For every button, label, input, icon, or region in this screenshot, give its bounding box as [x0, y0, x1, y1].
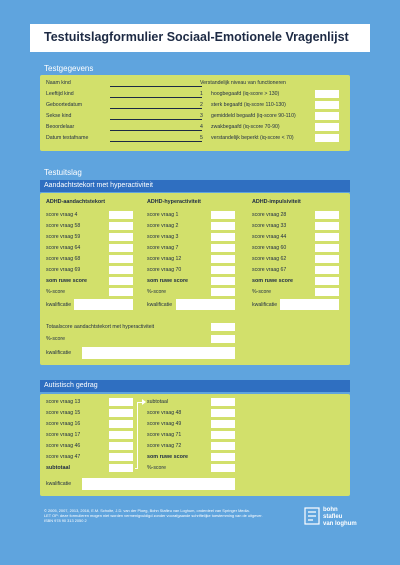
pct-box[interactable] — [211, 464, 235, 472]
score-box[interactable] — [211, 244, 235, 252]
score-box[interactable] — [109, 398, 133, 406]
field-label: Geboortedatum — [46, 102, 83, 108]
pct-box[interactable] — [211, 288, 235, 296]
subtotal-label: subtotaal — [46, 465, 70, 471]
score-label: score vraag 16 — [46, 421, 81, 427]
score-label: score vraag 49 — [147, 421, 182, 427]
score-label: score vraag 7 — [147, 245, 179, 251]
field-line[interactable] — [110, 141, 202, 142]
level-num: 1 — [200, 91, 203, 97]
score-box[interactable] — [211, 398, 235, 406]
footer — [44, 508, 294, 524]
score-label: score vraag 71 — [147, 432, 182, 438]
kwal-label: kwalificatie — [46, 481, 72, 487]
som-label: som ruwe score — [147, 278, 189, 284]
level-num: 4 — [200, 124, 203, 130]
arrow-vertical — [137, 402, 138, 469]
total-label: Totaalscore aandachtstekort met hyperactiviteit — [46, 324, 155, 330]
score-box[interactable] — [211, 211, 235, 219]
field-label: Datum testafname — [46, 135, 89, 141]
kwal-box[interactable] — [82, 478, 235, 490]
score-label: score vraag 62 — [252, 256, 287, 262]
score-box[interactable] — [109, 222, 133, 230]
score-label: score vraag 28 — [252, 212, 287, 218]
score-label: score vraag 46 — [46, 443, 81, 449]
kwal-box[interactable] — [74, 299, 133, 310]
score-label: score vraag 59 — [46, 234, 81, 240]
level-box[interactable] — [315, 112, 339, 120]
kwal-label: kwalificatie — [147, 302, 173, 308]
field-label: Naam kind — [46, 80, 71, 86]
adhd-header: Aandachtstekort met hyperactiviteit — [40, 180, 350, 192]
score-box[interactable] — [315, 211, 339, 219]
pct-label: %-score — [252, 289, 272, 295]
field-label: Leeftijd kind — [46, 91, 74, 97]
field-line[interactable] — [110, 86, 202, 87]
level-label: verstandelijk beperkt (iq-score < 70) — [211, 135, 294, 141]
score-box[interactable] — [109, 409, 133, 417]
score-label: score vraag 67 — [252, 267, 287, 273]
field-line[interactable] — [110, 97, 202, 98]
testuitslag-panel — [40, 193, 350, 365]
score-box[interactable] — [109, 431, 133, 439]
testgegevens-panel — [40, 75, 350, 151]
section-testuitslag-label: Testuitslag — [44, 168, 82, 177]
score-label: score vraag 48 — [147, 410, 182, 416]
autistisch-panel — [40, 394, 350, 496]
score-box[interactable] — [315, 233, 339, 241]
level-num: 3 — [200, 113, 203, 119]
field-line[interactable] — [110, 130, 202, 131]
publisher-name — [323, 507, 357, 528]
levels-title: Verstandelijk niveau van functioneren — [200, 80, 286, 86]
copyright-text: © 2005, 2007, 2013, 2016, E.M. Scholte, J.D. van der Ploeg, Bohn Stafleu van Loghum, onderdeel van Springer Media. — [44, 508, 250, 513]
score-label: score vraag 68 — [46, 256, 81, 262]
logo-line: stafleu — [323, 514, 343, 520]
som-box[interactable] — [315, 277, 339, 285]
column-title: ADHD-hyperactiviteit — [147, 199, 201, 205]
column-title: ADHD-aandachtstekort — [46, 199, 106, 205]
score-label: score vraag 17 — [46, 432, 81, 438]
score-box[interactable] — [315, 244, 339, 252]
score-label: score vraag 47 — [46, 454, 81, 460]
level-label: zwakbegaafd (iq-score 70-90) — [211, 124, 280, 130]
page-title: Testuitslagformulier Sociaal-Emotionele Vragenlijst — [44, 30, 349, 44]
score-label: score vraag 1 — [147, 212, 179, 218]
total-pct-label: %-score — [46, 336, 66, 342]
score-label: score vraag 58 — [46, 223, 81, 229]
som-label: som ruwe score — [46, 278, 88, 284]
kwal-box[interactable] — [280, 299, 339, 310]
score-box[interactable] — [211, 442, 235, 450]
score-box[interactable] — [109, 266, 133, 274]
level-num: 2 — [200, 102, 203, 108]
level-box[interactable] — [315, 101, 339, 109]
pct-label: %-score — [147, 289, 167, 295]
pct-label: %-score — [46, 289, 66, 295]
subtotal-box[interactable] — [109, 464, 133, 472]
level-label: hoogbegaafd (iq-score > 130) — [211, 91, 280, 97]
notice-text: LET OP: deze formulieren mogen niet worden vermenigvuldigd zonder voorafgaande schriftelijke toestemming van de uitgever. — [44, 513, 263, 519]
isbn-text: ISBN 978 90 313 2050 2 — [44, 518, 87, 524]
score-box[interactable] — [109, 211, 133, 219]
score-box[interactable] — [109, 453, 133, 461]
arrow-right-icon — [142, 399, 146, 405]
score-box[interactable] — [109, 244, 133, 252]
score-box[interactable] — [109, 442, 133, 450]
level-box[interactable] — [315, 134, 339, 142]
score-label: score vraag 3 — [147, 234, 179, 240]
column-title: ADHD-impulsiviteit — [252, 199, 301, 205]
score-label: score vraag 2 — [147, 223, 179, 229]
logo-line: bohn — [323, 507, 338, 513]
field-label: Beoordelaar — [46, 124, 75, 130]
field-line[interactable] — [110, 108, 202, 109]
score-label: score vraag 70 — [147, 267, 182, 273]
score-label: score vraag 4 — [46, 212, 78, 218]
score-box[interactable] — [315, 255, 339, 263]
score-box[interactable] — [315, 222, 339, 230]
score-label: score vraag 44 — [252, 234, 287, 240]
level-num: 5 — [200, 135, 203, 141]
score-box[interactable] — [211, 266, 235, 274]
score-box[interactable] — [211, 409, 235, 417]
level-label: sterk begaafd (iq-score 110-130) — [211, 102, 286, 108]
score-label: score vraag 12 — [147, 256, 182, 262]
level-box[interactable] — [315, 123, 339, 131]
score-box[interactable] — [211, 431, 235, 439]
score-label: score vraag 69 — [46, 267, 81, 273]
score-label: subtotaal — [147, 399, 169, 405]
som-box[interactable] — [109, 277, 133, 285]
som-box[interactable] — [211, 277, 235, 285]
score-label: score vraag 15 — [46, 410, 81, 416]
score-box[interactable] — [109, 420, 133, 428]
score-box[interactable] — [211, 420, 235, 428]
total-kwal-box[interactable] — [82, 347, 235, 359]
kwal-label: kwalificatie — [252, 302, 278, 308]
score-box[interactable] — [211, 233, 235, 241]
som-label: som ruwe score — [252, 278, 294, 284]
score-label: score vraag 33 — [252, 223, 287, 229]
som-label: som ruwe score — [147, 454, 189, 460]
pct-label: %-score — [147, 465, 167, 471]
score-box[interactable] — [211, 222, 235, 230]
score-box[interactable] — [109, 233, 133, 241]
som-box[interactable] — [211, 453, 235, 461]
logo-line: van loghum — [323, 521, 357, 527]
field-label: Sekse kind — [46, 113, 72, 119]
total-pct-box[interactable] — [211, 335, 235, 343]
field-line[interactable] — [110, 119, 202, 120]
kwal-label: kwalificatie — [46, 302, 72, 308]
kwal-box[interactable] — [176, 299, 235, 310]
score-box[interactable] — [315, 266, 339, 274]
score-label: score vraag 64 — [46, 245, 81, 251]
score-label: score vraag 60 — [252, 245, 287, 251]
publisher-logo-icon — [304, 507, 320, 525]
score-label: score vraag 72 — [147, 443, 182, 449]
total-kwal-label: kwalificatie — [46, 350, 72, 356]
autistisch-header: Autistisch gedrag — [40, 380, 350, 392]
section-testgegevens-label: Testgegevens — [44, 64, 94, 73]
score-label: score vraag 13 — [46, 399, 81, 405]
total-box[interactable] — [211, 323, 235, 331]
level-label: gemiddeld begaafd (iq-score 90-110) — [211, 113, 296, 119]
pct-box[interactable] — [315, 288, 339, 296]
score-box[interactable] — [109, 255, 133, 263]
score-box[interactable] — [211, 255, 235, 263]
pct-box[interactable] — [109, 288, 133, 296]
level-box[interactable] — [315, 90, 339, 98]
